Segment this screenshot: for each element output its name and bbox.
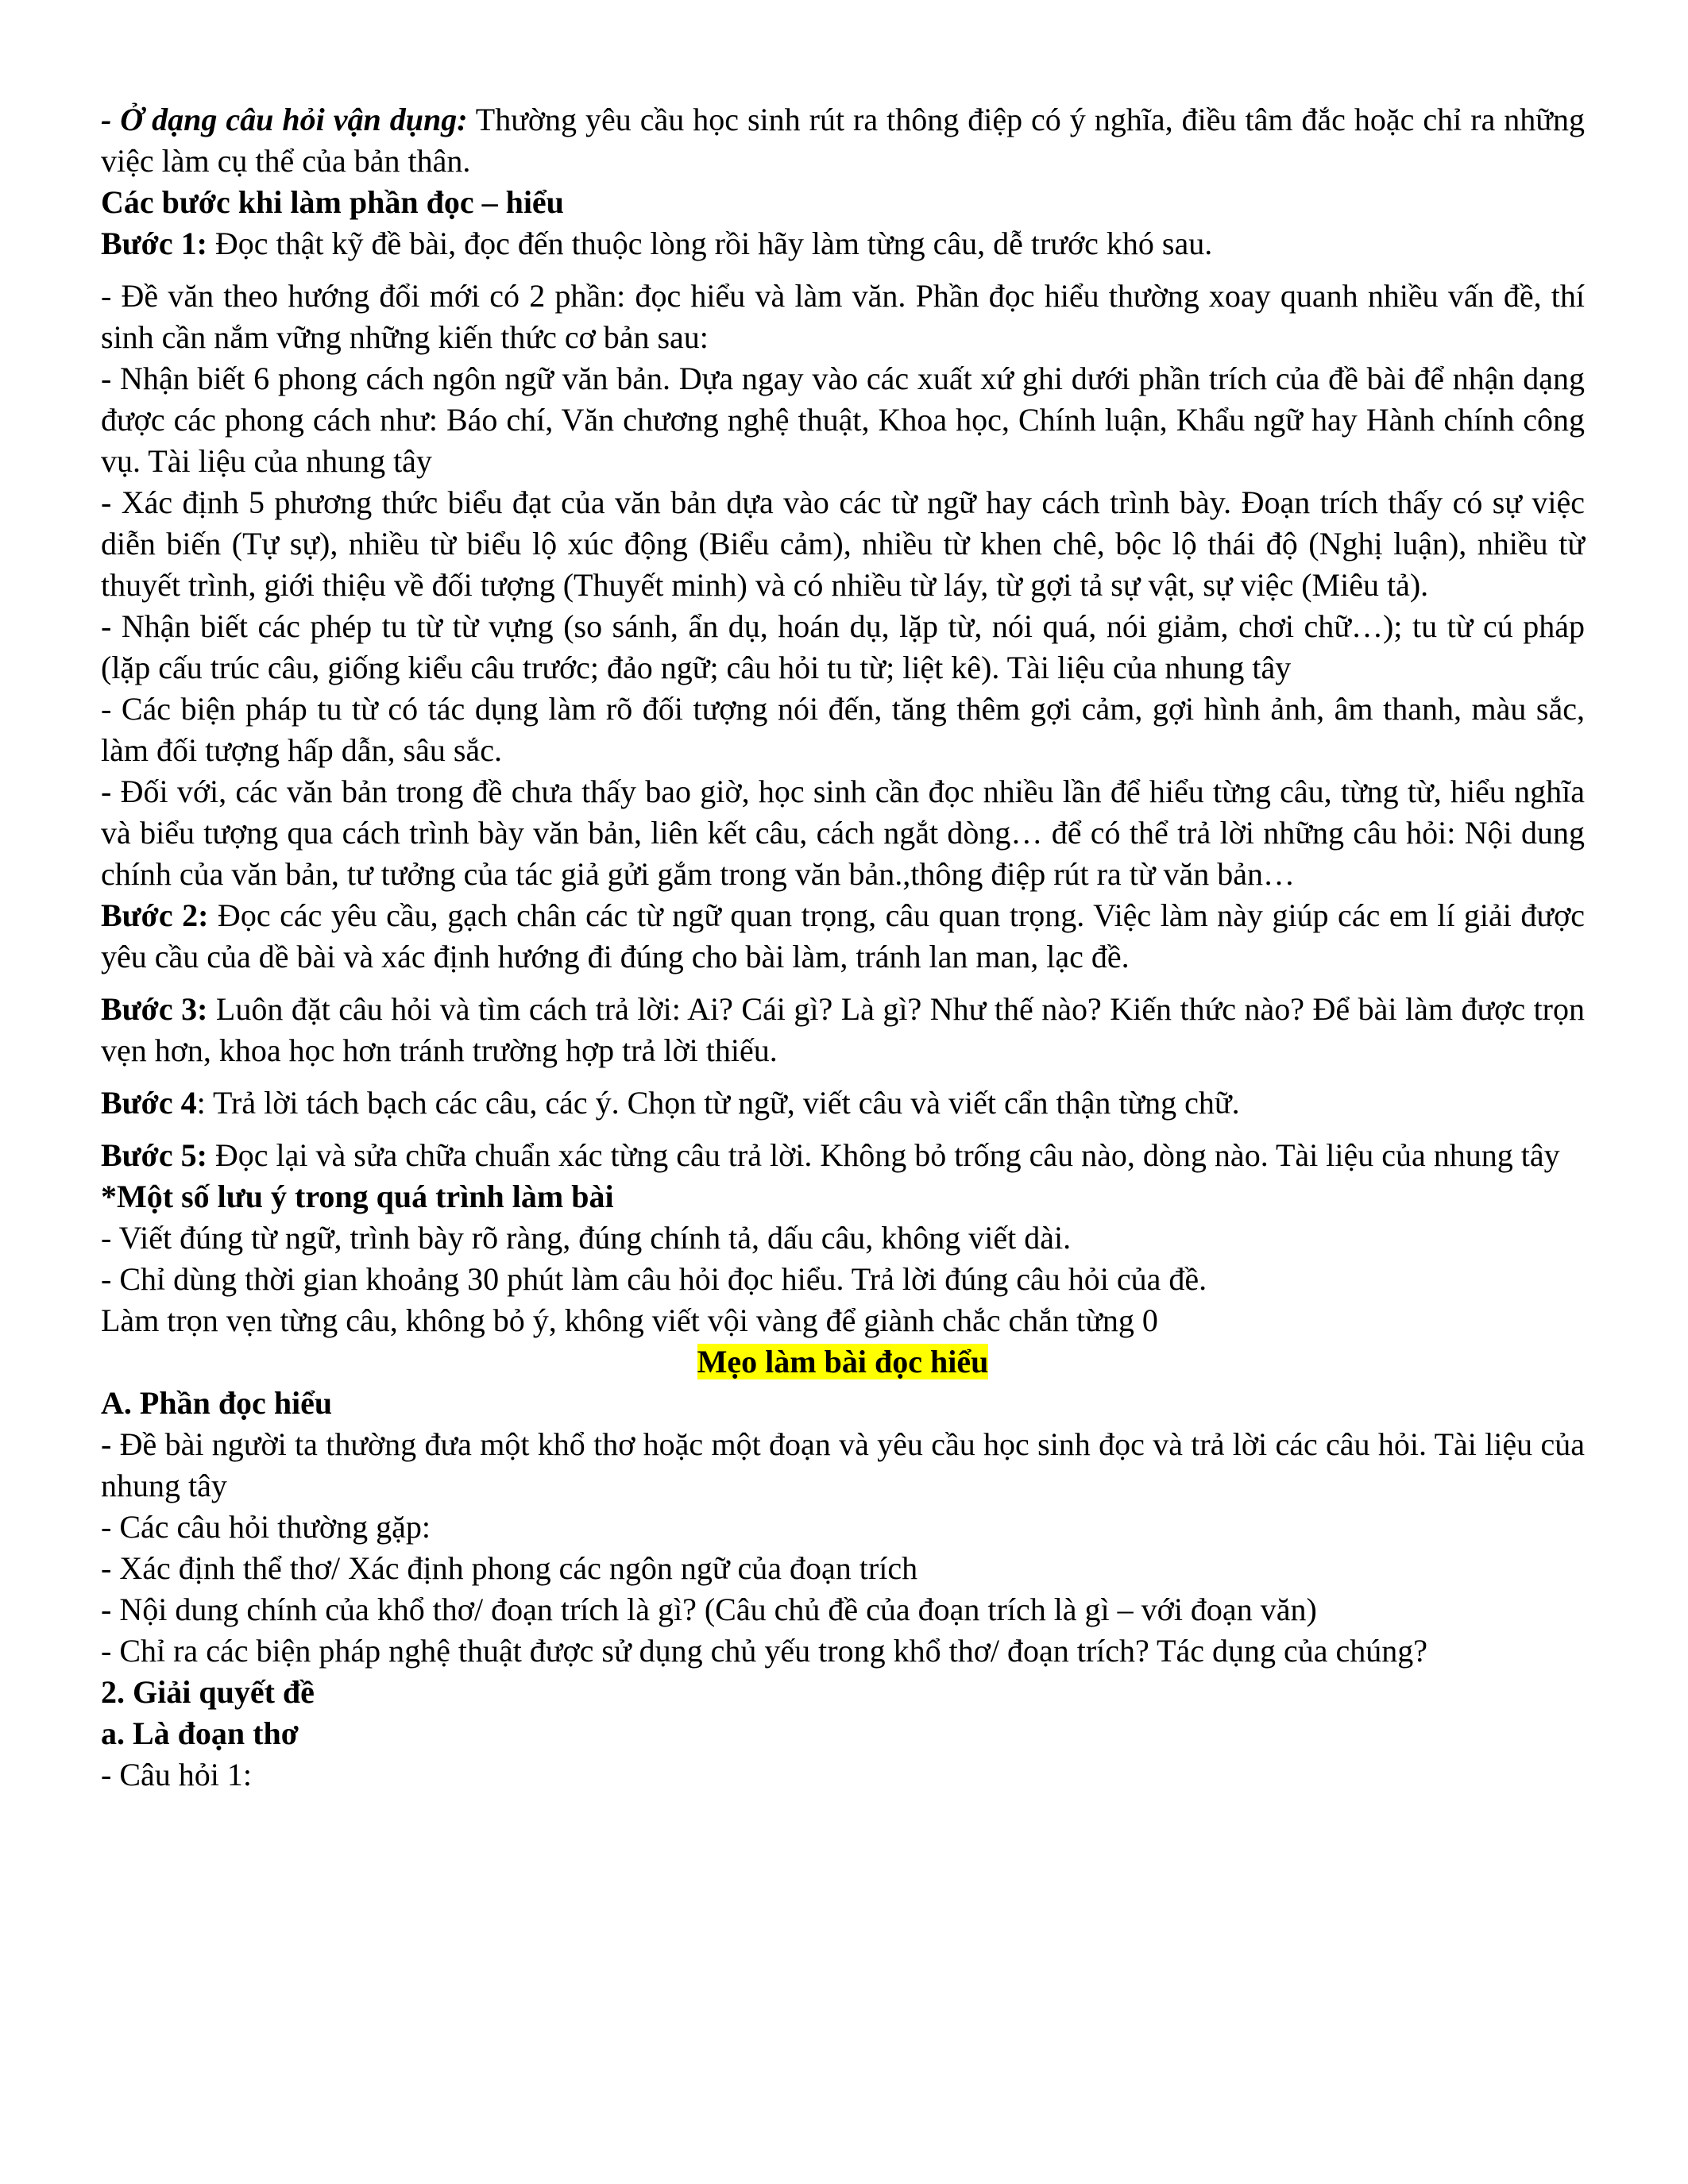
step-4-label: Bước 4 (101, 1085, 197, 1121)
intro-paragraph (101, 99, 1585, 182)
knowledge-item: - Đối với, các văn bản trong đề chưa thấy bao giờ, học sinh cần đọc nhiều lần để hiểu từng câu, từng từ, hiểu nghĩa và biểu tượng qua cách trình bày văn bản, liên kết câu, cách ngắt dòng… để có thể trả lời những câu hỏi: Nội dung chính của văn bản, tư tưởng của tác giả gửi gắm trong văn bản.,thông điệp rút ra từ văn bản… (101, 774, 1585, 892)
section-a-line: - Chỉ ra các biện pháp nghệ thuật được sử dụng chủ yếu trong khổ thơ/ đoạn trích? Tác dụng của chúng? (101, 1633, 1427, 1669)
note-item: Làm trọn vẹn từng câu, không bỏ ý, không viết vội vàng để giành chắc chắn từng 0 (101, 1302, 1158, 1338)
section-2-heading: 2. Giải quyết đề (101, 1674, 315, 1710)
step-5-text: Đọc lại và sửa chữa chuẩn xác từng câu trả lời. Không bỏ trống câu nào, dòng nào. Tài liệu của nhung tây (207, 1137, 1560, 1173)
section-a-line: - Các câu hỏi thường gặp: (101, 1509, 431, 1545)
note-item: - Viết đúng từ ngữ, trình bày rõ ràng, đúng chính tả, dấu câu, không viết dài. (101, 1220, 1072, 1256)
notes-heading: *Một số lưu ý trong quá trình làm bài (101, 1179, 614, 1214)
step-3 (101, 989, 1585, 1071)
intro-label: - Ở dạng câu hỏi vận dụng: (101, 102, 468, 137)
section-a-line: - Đề bài người ta thường đưa một khổ thơ hoặc một đoạn và yêu cầu học sinh đọc và trả lời các câu hỏi. Tài liệu của nhung tây (101, 1426, 1585, 1503)
knowledge-item: - Xác định 5 phương thức biểu đạt của văn bản dựa vào các từ ngữ hay cách trình bày. Đoạn trích thấy có sự việc diễn biến (Tự sự), nhiều từ biểu lộ xúc động (Biểu cảm), nhiều từ khen chê, bộc lộ thái độ (Nghị luận), nhiều từ thuyết trình, giới thiệu về đối tượng (Thuyết minh) và có nhiều từ láy, từ gợi tả sự vật, sự việc (Miêu tả). (101, 484, 1585, 603)
step-1-label: Bước 1: (101, 226, 207, 261)
knowledge-item: - Nhận biết 6 phong cách ngôn ngữ văn bản. Dựa ngay vào các xuất xứ ghi dưới phần trích của đề bài để nhận dạng được các phong cách như: Báo chí, Văn chương nghệ thuật, Khoa học, Chính luận, Khẩu ngữ hay Hành chính công vụ. Tài liệu của nhung tây (101, 361, 1585, 479)
steps-heading: Các bước khi làm phần đọc – hiểu (101, 184, 564, 220)
step-3-text: Luôn đặt câu hỏi và tìm cách trả lời: Ai? Cái gì? Là gì? Như thế nào? Kiến thức nào? Để bài làm được trọn vẹn hơn, khoa học hơn tránh trường hợp trả lời thiếu. (101, 991, 1586, 1068)
step-3-label: Bước 3: (101, 991, 208, 1027)
step-4-text: : Trả lời tách bạch các câu, các ý. Chọn từ ngữ, viết câu và viết cẩn thận từng chữ. (196, 1085, 1240, 1121)
step-1 (101, 223, 1585, 264)
section-a-line: - Nội dung chính của khổ thơ/ đoạn trích là gì? (Câu chủ đề của đoạn trích là gì – với đoạn văn) (101, 1592, 1317, 1627)
step-5 (101, 1135, 1585, 1176)
step-2-text: Đọc các yêu cầu, gạch chân các từ ngữ quan trọng, câu quan trọng. Việc làm này giúp các em lí giải được yêu cầu của dề bài và xác định hướng đi đúng cho bài làm, tránh lan man, lạc đề. (101, 897, 1586, 974)
section-a-line: - Xác định thể thơ/ Xác định phong các ngôn ngữ của đoạn trích (101, 1550, 918, 1586)
knowledge-item: - Đề văn theo hướng đổi mới có 2 phần: đọc hiểu và làm văn. Phần đọc hiểu thường xoay quanh nhiều vấn đề, thí sinh cần nắm vững những kiến thức cơ bản sau: (101, 278, 1585, 355)
knowledge-item: - Các biện pháp tu từ có tác dụng làm rõ đối tượng nói đến, tăng thêm gợi cảm, gợi hình ảnh, âm thanh, màu sắc, làm đối tượng hấp dẫn, sâu sắc. (101, 691, 1585, 768)
step-4 (101, 1082, 1585, 1124)
section-2-line: - Câu hỏi 1: (101, 1757, 252, 1792)
step-5-label: Bước 5: (101, 1137, 207, 1173)
tips-title: Mẹo làm bài đọc hiểu (697, 1344, 989, 1379)
knowledge-item: - Nhận biết các phép tu từ từ vựng (so sánh, ẩn dụ, hoán dụ, lặp từ, nói quá, nói giảm, chơi chữ…); tu từ cú pháp (lặp cấu trúc câu, giống kiểu câu trước; đảo ngữ; câu hỏi tu từ; liệt kê). Tài liệu của nhung tây (101, 608, 1585, 685)
step-2-label: Bước 2: (101, 897, 209, 933)
step-1-text: Đọc thật kỹ đề bài, đọc đến thuộc lòng rồi hãy làm từng câu, dễ trước khó sau. (207, 226, 1213, 261)
note-item: - Chỉ dùng thời gian khoảng 30 phút làm câu hỏi đọc hiểu. Trả lời đúng câu hỏi của đề. (101, 1261, 1207, 1297)
step-2 (101, 895, 1585, 978)
section-2-subheading: a. Là đoạn thơ (101, 1715, 299, 1751)
section-a-heading: A. Phần đọc hiểu (101, 1385, 333, 1421)
tips-title-line (101, 1341, 1585, 1383)
intro-text: Thường yêu cầu học sinh rút ra thông điệp có ý nghĩa, điều tâm đắc hoặc chỉ ra những việc làm cụ thể của bản thân. (101, 102, 1585, 179)
